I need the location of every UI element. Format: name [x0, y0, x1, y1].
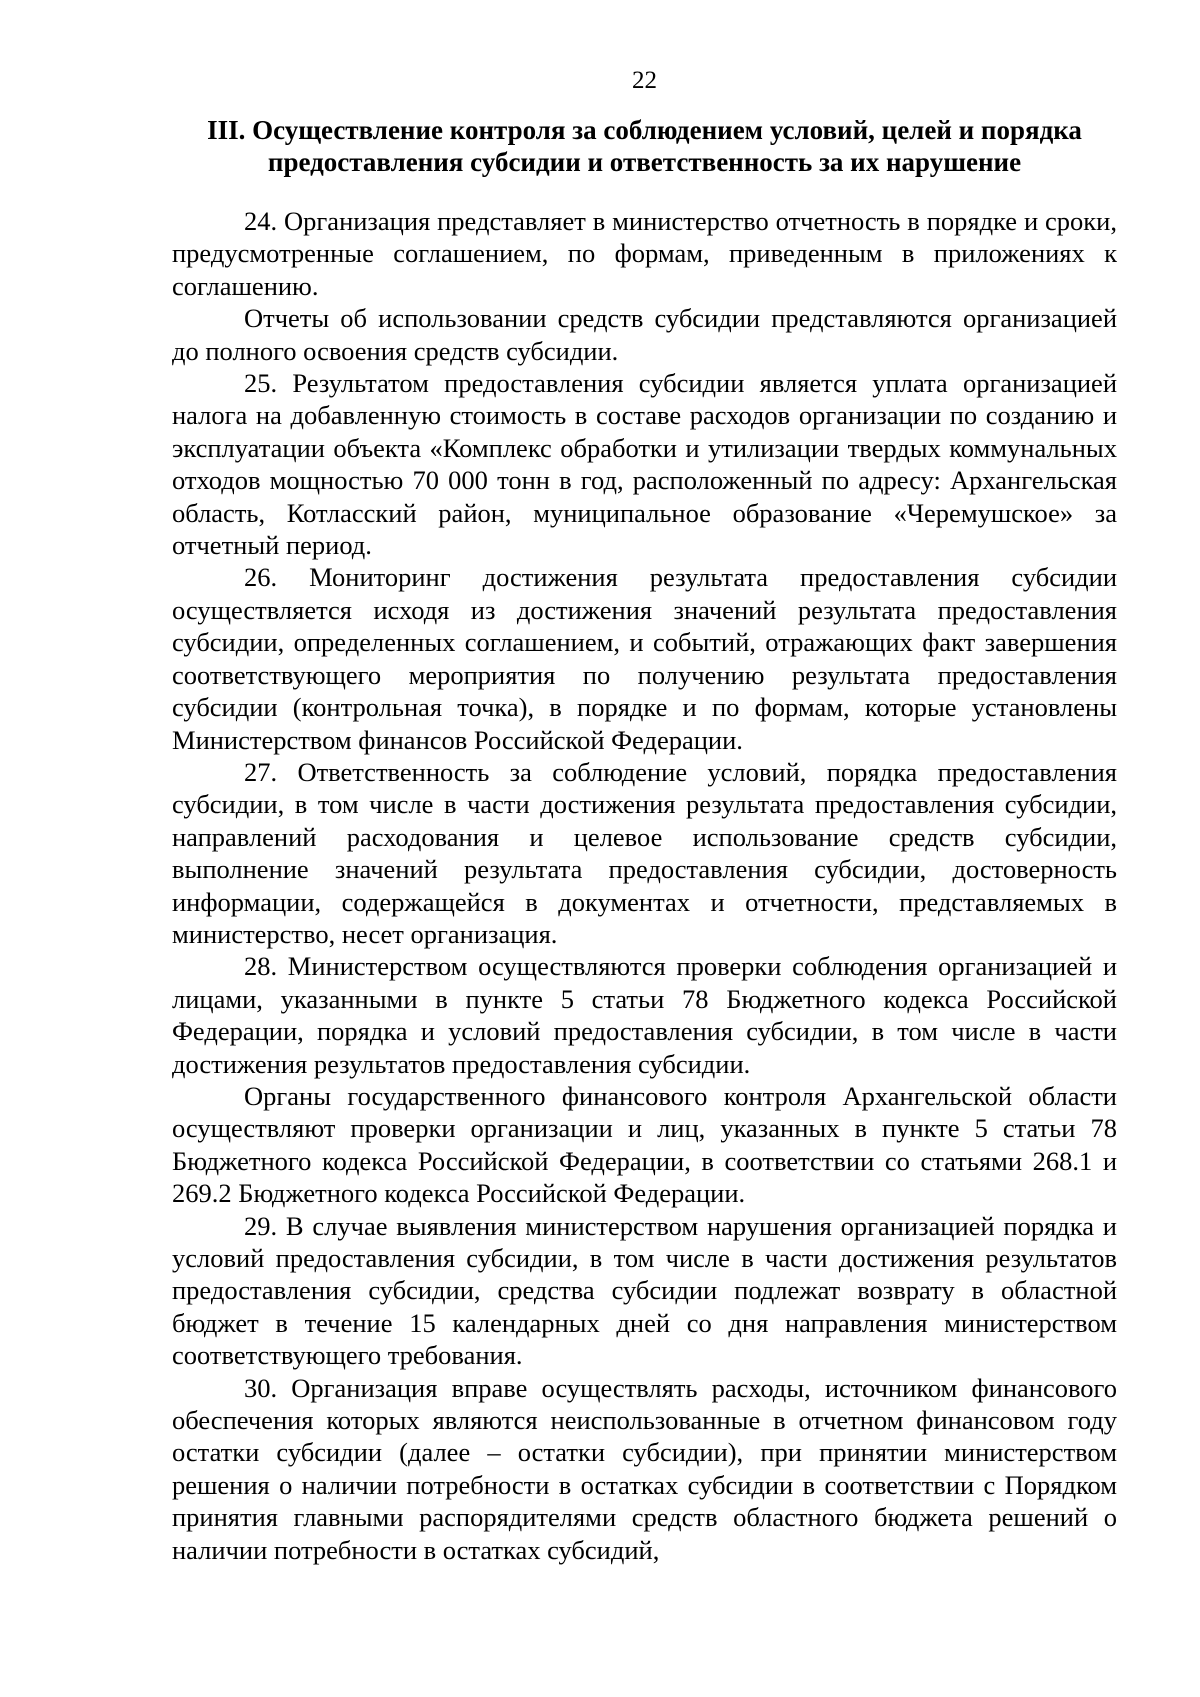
paragraph-24-reports: Отчеты об использовании средств субсидии представляются организацией до полного освоения средств субсидии. [172, 303, 1117, 366]
paragraph-24: 24. Организация представляет в министерство отчетность в порядке и сроки, предусмотренные соглашением, по формам, приведенным в приложениях к соглашению. [172, 206, 1117, 301]
section-title [172, 114, 1117, 178]
paragraph-30: 30. Организация вправе осуществлять расходы, источником финансового обеспечения которых являются неиспользованные в отчетном финансовом году остатки субсидии (далее – остатки субсидии), при принятии министерством решения о наличии потребности в остатках субсидии в соответствии с Порядком принятия главными распорядителями средств областного бюджета решений о наличии потребности в остатках субсидий, [172, 1372, 1117, 1565]
paragraph-25: 25. Результатом предоставления субсидии является уплата организацией налога на добавленную стоимость в составе расходов организации по созданию и эксплуатации объекта «Комплекс обработки и утилизации твердых коммунальных отходов мощностью 70 000 тонн в год, расположенный по адресу: Архангельская область, Котласский район, муниципальное образование «Черемушское» за отчетный период. [172, 368, 1117, 561]
page-number: 22 [632, 67, 657, 94]
paragraph-29: 29. В случае выявления министерством нарушения организацией порядка и условий предоставления субсидии, в том числе в части достижения результатов предоставления субсидии, средства субсидии подлежат возврату в областной бюджет в течение 15 календарных дней со дня направления министерством соответствующего требования. [172, 1210, 1117, 1371]
paragraph-28-control-bodies: Органы государственного финансового контроля Архангельской области осуществляют проверки организации и лиц, указанных в пункте 5 статьи 78 Бюджетного кодекса Российской Федерации, в соответствии со статьями 268.1 и 269.2 Бюджетного кодекса Российской Федерации. [172, 1080, 1117, 1209]
section-title-line-2: предоставления субсидии и ответственность за их нарушение [267, 147, 1022, 177]
document-body [172, 205, 1117, 1566]
section-title-line-1: III. Осуществление контроля за соблюдением условий, целей и порядка [207, 115, 1082, 145]
paragraph-28: 28. Министерством осуществляются проверки соблюдения организацией и лицами, указанными в пункте 5 статьи 78 Бюджетного кодекса Российской Федерации, порядка и условий предоставления субсидии, в том числе в части достижения результатов предоставления субсидии. [172, 951, 1117, 1079]
paragraph-26: 26. Мониторинг достижения результата предоставления субсидии осуществляется исходя из достижения значений результата предоставления субсидии, определенных соглашением, и событий, отражающих факт завершения соответствующего мероприятия по получению результата предоставления субсидии (контрольная точка), в порядке и по формам, которые установлены Министерством финансов Российской Федерации. [172, 562, 1117, 755]
paragraph-27: 27. Ответственность за соблюдение условий, порядка предоставления субсидии, в том числе в части достижения результата предоставления субсидии, направлений расходования и целевое использование средств субсидии, выполнение значений результата предоставления субсидии, достоверность информации, содержащейся в документах и отчетности, представляемых в министерство, несет организация. [172, 756, 1117, 949]
